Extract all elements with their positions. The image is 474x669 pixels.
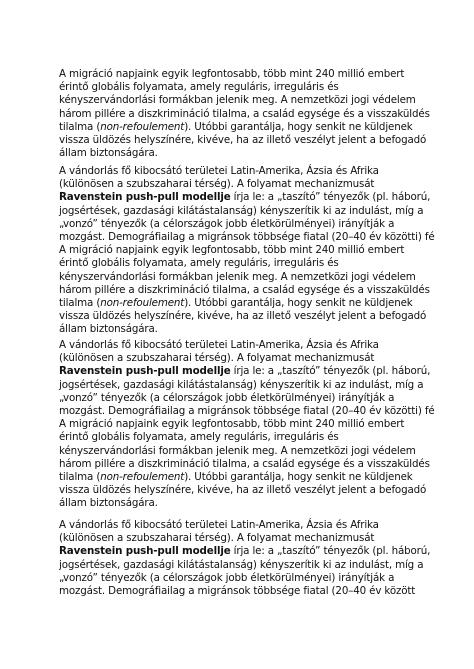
text-run: A vándorlás fő kibocsátó területei Latin-Amerika, Ázsia és Afrika — [59, 165, 379, 177]
text-run: állam biztonságára. — [59, 497, 158, 510]
bold-text: Ravenstein push-pull modellje — [59, 191, 231, 204]
text-run: jogsértések, gazdasági kilátástalanság) kényszerítik ki az indulást, míg a — [59, 558, 424, 571]
text-run: érintő globális folyamata, amely reguláris, irreguláris és — [59, 257, 339, 270]
text-line — [59, 471, 413, 484]
text-run: három pillére a diszkrimináció tilalma, a család egysége és a visszaküldés — [59, 107, 430, 120]
italic-text: non-refoulement — [100, 297, 185, 309]
bold-text: Ravenstein push-pull modellje — [59, 545, 231, 558]
text-line — [59, 559, 423, 572]
text-line — [59, 165, 379, 178]
text-line — [59, 445, 416, 458]
text-line — [59, 545, 430, 558]
text-run: „vonzó” tényezők (a célországok jobb életkörülményei) irányítják a — [59, 571, 395, 584]
text-run: A migráció napjaink egyik legfontosabb, több mint 240 millió embert — [59, 68, 405, 80]
text-line — [59, 121, 413, 134]
text-run: tilalma ( — [59, 120, 101, 133]
text-line — [59, 405, 435, 418]
text-line — [59, 178, 374, 191]
italic-text: non-refoulement — [100, 120, 185, 133]
text-line — [59, 134, 426, 147]
text-run: három pillére a diszkrimináció tilalma, a család egysége és a visszaküldés — [59, 283, 430, 296]
text-run: vissza üldözés helyszínére, kivéve, ha az illető veszélyt jelent a befogadó — [59, 484, 427, 497]
text-line — [59, 231, 435, 244]
text-line — [59, 352, 374, 365]
text-line — [59, 532, 374, 545]
text-line — [59, 392, 394, 405]
text-run: (különösen a szubszaharai térség). A folyamat mechanizmusát — [59, 532, 375, 545]
text-line — [59, 365, 430, 378]
text-run: mozgást. Demográfiailag a migránsok többsége fiatal (20–40 év közötti) fé — [59, 405, 435, 417]
text-line — [59, 418, 404, 431]
text-line — [59, 271, 416, 284]
text-run: állam biztonságára. — [59, 147, 158, 160]
text-run: kényszervándorlási formákban jelenik meg. A nemzetközi jogi védelem — [59, 94, 416, 107]
text-run: „vonzó” tényezők (a célországok jobb életkörülményei) irányítják a — [59, 217, 395, 230]
text-run: kényszervándorlási formákban jelenik meg. A nemzetközi jogi védelem — [59, 270, 416, 283]
text-line — [59, 218, 394, 231]
text-run: A vándorlás fő kibocsátó területei Latin-Amerika, Ázsia és Afrika — [59, 519, 379, 531]
text-run: kényszervándorlási formákban jelenik meg. A nemzetközi jogi védelem — [59, 444, 416, 457]
text-run: jogsértések, gazdasági kilátástalanság) kényszerítik ki az indulást, míg a — [59, 378, 424, 391]
text-run: (különösen a szubszaharai térség). A folyamat mechanizmusát — [59, 352, 375, 365]
text-line — [59, 431, 339, 444]
text-run: érintő globális folyamata, amely reguláris, irreguláris és — [59, 431, 339, 444]
text-run: vissza üldözés helyszínére, kivéve, ha az illető veszélyt jelent a befogadó — [59, 310, 427, 323]
text-run: írja le: a „taszító” tényezők (pl. háború, — [230, 191, 431, 204]
text-run: A migráció napjaink egyik legfontosabb, több mint 240 millió embert — [59, 418, 405, 431]
bold-text: Ravenstein push-pull modellje — [59, 365, 231, 378]
text-line — [59, 94, 416, 107]
text-run: állam biztonságára. — [59, 323, 158, 336]
text-run: A vándorlás fő kibocsátó területei Latin-Amerika, Ázsia és Afrika — [59, 339, 379, 351]
text-run: (különösen a szubszaharai térség). A folyamat mechanizmusát — [59, 178, 375, 191]
text-run: érintő globális folyamata, amely reguláris, irreguláris és — [59, 81, 339, 94]
text-run: mozgást. Demográfiailag a migránsok többsége fiatal (20–40 év között — [59, 585, 416, 597]
text-line — [59, 484, 426, 497]
text-line — [59, 323, 158, 336]
text-line — [59, 339, 379, 352]
text-line — [59, 458, 430, 471]
text-run: ). Utóbbi garantálja, hogy senkit ne küldjenek — [184, 297, 413, 309]
text-line — [59, 310, 426, 323]
text-run: ). Utóbbi garantálja, hogy senkit ne küldjenek — [184, 120, 413, 133]
text-line — [59, 147, 158, 160]
text-run: tilalma ( — [59, 297, 101, 309]
text-run: vissza üldözés helyszínére, kivéve, ha az illető veszélyt jelent a befogadó — [59, 134, 427, 146]
text-run: A migráció napjaink egyik legfontosabb, több mint 240 millió embert — [59, 244, 405, 257]
text-line — [59, 205, 423, 218]
text-line — [59, 379, 423, 392]
text-line — [59, 572, 394, 585]
text-line — [59, 257, 339, 270]
text-run: tilalma ( — [59, 471, 101, 483]
text-run: ). Utóbbi garantálja, hogy senkit ne küldjenek — [184, 471, 413, 483]
text-run: írja le: a „taszító” tényezők (pl. háború, — [230, 545, 431, 558]
text-line — [59, 81, 339, 94]
text-line — [59, 68, 404, 81]
text-line — [59, 191, 430, 204]
text-run: három pillére a diszkrimináció tilalma, a család egysége és a visszaküldés — [59, 457, 430, 470]
text-run: írja le: a „taszító” tényezők (pl. háború, — [230, 365, 431, 378]
italic-text: non-refoulement — [100, 471, 185, 483]
text-run: mozgást. Demográfiailag a migránsok többsége fiatal (20–40 év közötti) fé — [59, 231, 435, 243]
text-line — [59, 297, 413, 310]
text-line — [59, 244, 404, 257]
text-line — [59, 284, 430, 297]
text-run: jogsértések, gazdasági kilátástalanság) kényszerítik ki az indulást, míg a — [59, 204, 424, 217]
text-run: „vonzó” tényezők (a célországok jobb életkörülményei) irányítják a — [59, 391, 395, 404]
text-line — [59, 108, 430, 121]
text-line — [59, 519, 379, 532]
text-line — [59, 585, 415, 598]
text-line — [59, 497, 158, 510]
